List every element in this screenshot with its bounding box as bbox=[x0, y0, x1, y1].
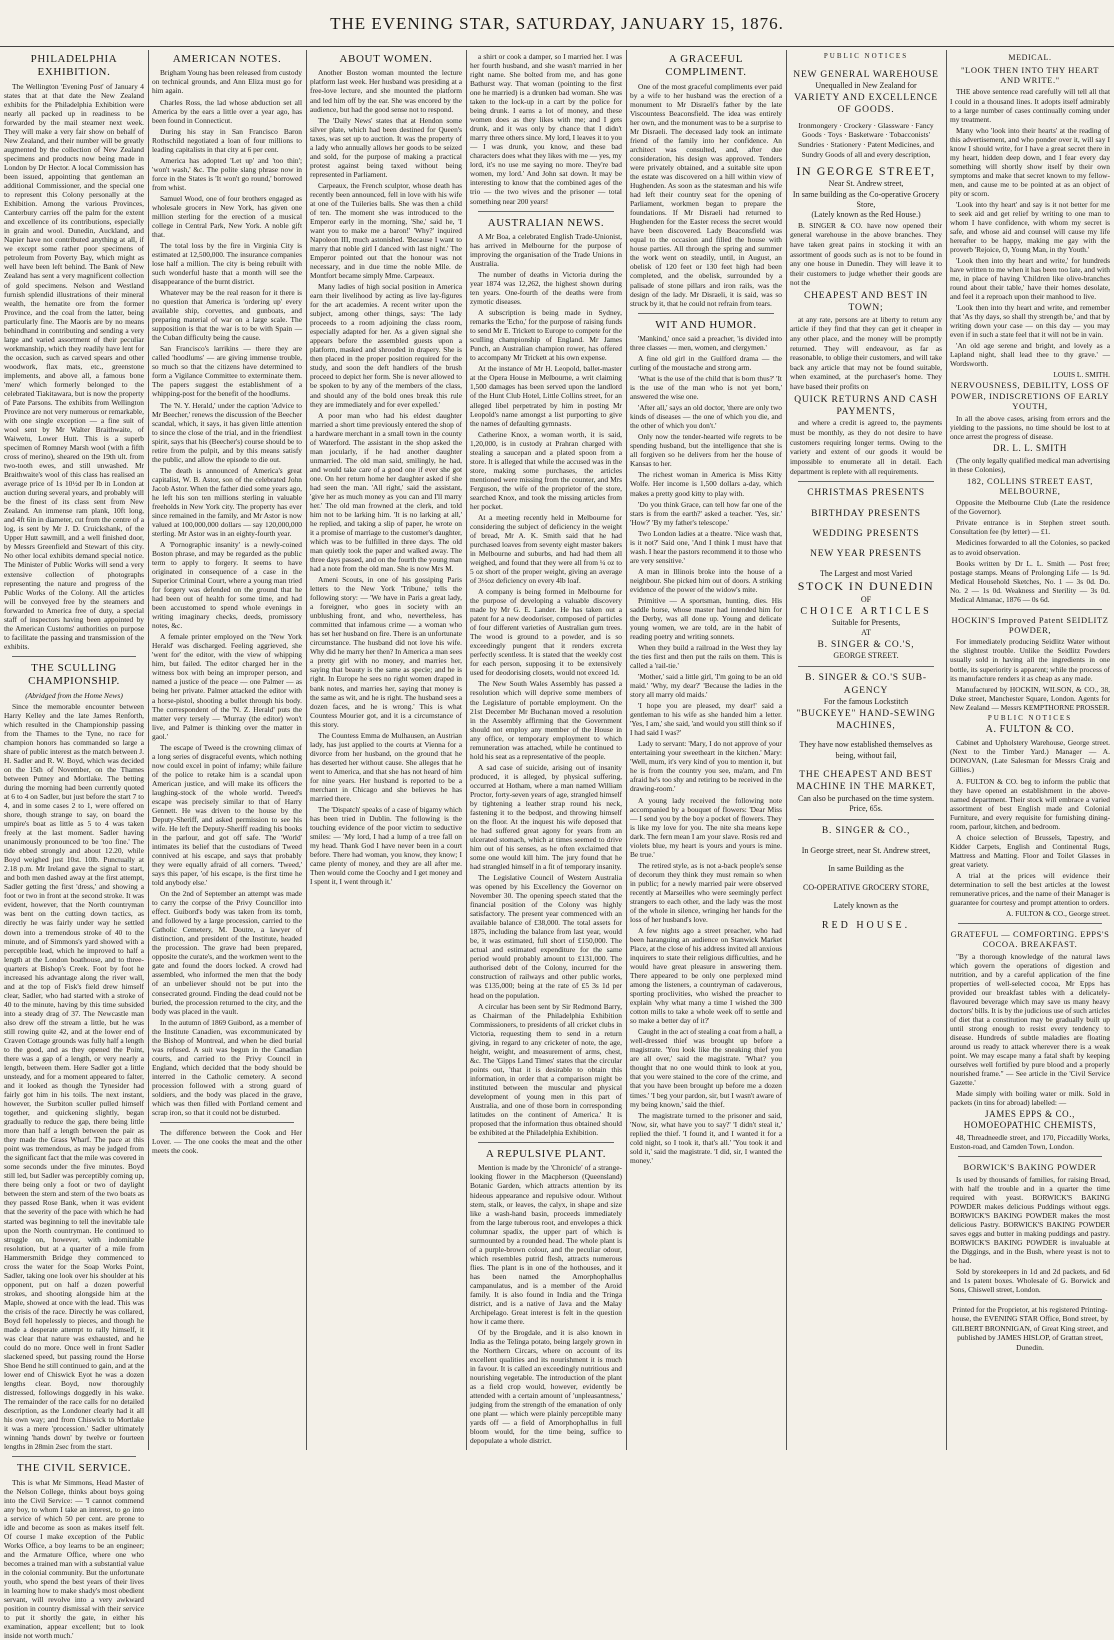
article-paragraph: Lady to servant: 'Mary, I do not approve of your entertaining your sweetheart in the kitchen.' Mary: 'Well, mum, it's very kind of you to mention it, but he is from the country you see, ma'am, and I'm afraid he's too shy and retiring to be received in the drawing-room.' bbox=[630, 739, 782, 794]
ad-paragraph: and where a credit is agreed to, the payments must be monthly, as they do not desire to have customers requiring longer terms. Owing to the variety and extent of our goods it would be impossible to enumerate all in detail. Each department is replete with all requirements. bbox=[790, 418, 942, 476]
ad-line: AT bbox=[861, 628, 871, 638]
column-divider bbox=[626, 50, 627, 1450]
ad-line: Lately known as the bbox=[833, 900, 899, 910]
ad-headline: IN GEORGE STREET, bbox=[796, 163, 936, 178]
article-divider bbox=[638, 313, 774, 314]
article-paragraph: At a meeting recently held in Melbourne for considering the subject of deficiency in the weight of bread, Mr A. K. Smith said that he had purchased loaves from seventy eight master bakers in Melbourne and suburbs, and had had them all weighed, and found that they were all from ¼ oz to 5 oz short of the proper weight, giving an average of 3½oz deficiency on every 4lb loaf. bbox=[470, 512, 622, 586]
ad-paragraph: (The only legally qualified medical man advertising in these Colonies), bbox=[950, 455, 1110, 474]
ad-headline: "LOOK THEN INTO THY HEART AND WRITE." bbox=[960, 64, 1100, 86]
article-paragraph: A subscription is being made in Sydney, remarks the 'Echo,' for the purpose of raising funds to send Mr E. Trickett to Europe to compete for the sculling championship of England. Mr James Punch, an Australian champion rower, has offered to accompany Mr Trickett at his own expense. bbox=[470, 308, 622, 363]
ad-headline: 182, COLLINS STREET EAST, MELBOURNE, bbox=[967, 475, 1093, 496]
ad-headline: JAMES EPPS & CO., HOMOEOPATHIC CHEMISTS, bbox=[963, 1109, 1097, 1131]
ad-line: In George street, near St. Andrew street, bbox=[801, 845, 931, 855]
article-subheading: (Abridged from the Home News) bbox=[25, 690, 123, 700]
article-paragraph: Many ladies of high social position in America earn their livelihood by acting as live lay-figures for the art academies. A recent writer upon the subject, among other things, says: 'The lady proceeds to a room adjoining the class room, especially adapted for her. As a given signal she appears before the assembled guests upon a platform, masked and shrouded in drapery. She is then placed in the proper position required for the study, and soon the deft handlers of the brush proceed to depict her form. She is never allowed to be spoken to by any of the members of the class, and should any of the bold ones break this rule they are immediately and for ever expelled.' bbox=[310, 282, 462, 409]
article-paragraph: Samuel Wood, one of four brothers engaged as wholesale grocers in New York, has given one million sterling for the erection of a musical college in Central Park, New York. A noble gift that. bbox=[152, 193, 302, 239]
ad-headline: GRATEFUL — COMFORTING. EPPS'S COCOA. BREAKFAST. bbox=[950, 928, 1110, 950]
article-paragraph: A man in Illinois broke into the house of a neighbour. She picked him out of doors. A striking evidence of the power of the widow's mite. bbox=[630, 566, 782, 594]
ad-paragraph: Is used by thousands of families, for raising Bread, with half the trouble and in a quarter the time required with yeast. BORWICK'S BAKING POWDER makes delicious Puddings without eggs. BORWICK'S BAKING POWDER makes the most delicious Pastry. BORWICK'S BAKING POWDER saves eggs and butter in making puddings and pastry. BORWICK'S BAKING POWDER is invaluable at the Diggings, and in the Bush, where yeast is not to be had. bbox=[950, 1174, 1110, 1265]
ad-paragraph: Books written by Dr L. L. Smith — Post free; postage stamps. Means of Prolonging Life — 1s 9d. Medical Household Sketches, No. 1 — 3s 0d. Do. No. 2 — 1s 0d. Weakness and Sterility — 3s 0d. Medical Almanac, 1876 — 0s 6d. bbox=[950, 558, 1110, 604]
ad-headline: B. SINGER & CO., bbox=[821, 826, 911, 837]
article-paragraph: A young lady received the following note accompanied by a bouquet of flowers: 'Dear Miss — I send you by the boy a pocket of flowers. They is like my love for you. The nite sha means kepe dark. The fern mean I am your slave. Rosis red and violets blue, my heart is yours and yours is mine. Be true.' bbox=[630, 795, 782, 859]
article-paragraph: Catherine Knox, a woman worth, it is said, 1,20,000, is in custody at Prahran charged with stealing a saucepan and a plated spoon from a store. It is alleged that while the accused was in the store, making some purchases, the articles mentioned were missing from the counter, and Mrs Ferguson, the wife of the proprietor of the store, searched Knox, and took the missing articles from her pocket. bbox=[470, 429, 622, 511]
article-paragraph: The richest woman in America is Miss Kitty Wolfe. Her income is 1,500 dollars a-day, which makes a pretty good kitty to play with. bbox=[630, 470, 782, 498]
article-heading: WIT AND HUMOR. bbox=[655, 318, 757, 331]
ad-divider bbox=[958, 923, 1102, 924]
column-7-notices bbox=[950, 52, 1110, 1447]
ad-headline: VARIETY AND EXCELLENCE OF GOODS. bbox=[794, 92, 938, 116]
ad-headline: BIRTHDAY PRESENTS bbox=[811, 508, 921, 519]
ad-divider bbox=[958, 1299, 1102, 1300]
ad-paragraph: 'Look into thy heart' and say is it not better for me to seek aid and get relief by writing to one man to whom I have confidence, with whom my secret is safe, and whose aid and counsel will cause my life hereafter to be happy, making me gay with the proverb 'Rejoice, O, Young Man, in thy Youth.' bbox=[950, 199, 1110, 254]
article-paragraph: 'What is the use of the child that is born thus?' 'It is the use of the man who is not yet born,' answered the wise one. bbox=[630, 374, 782, 402]
ad-paragraph: A trial at the prices will evidence their determination to sell the best articles at the lowest remunerative prices, and the name of their Manager is guarantee for courtesy and prompt attention to orders. bbox=[950, 870, 1110, 907]
article-paragraph: Another Boston woman mounted the lecture platform last week. Her husband was presiding at a free-love lecture, and she mounted the platform and led him off by the ear. She was encored by the audience, but had the good sense not to respond. bbox=[310, 68, 462, 114]
ad-headline: THE CHEAPEST AND BEST MACHINE IN THE MARKET, bbox=[796, 769, 936, 793]
article-paragraph: The number of deaths in Victoria during the year 1874 was 12,262, the highest shown during ten years. One-fourth of the deaths were from zymotic diseases. bbox=[470, 270, 622, 307]
article-paragraph: A company is being formed in Melbourne for the purpose of developing a valuable discovery made by Mr G. E. Lander. He has taken out a patent for a new deodoriser, composed of particles of four different varieties of Australian gum trees. The wood is ground to a powder, and is so exceedingly pungent that it renders excreta perfectly scentless. It is stated that the weekly cost for each person, supposing it to be extensively used for deodorising closets, would not exceed 1d. bbox=[470, 587, 622, 678]
article-divider bbox=[160, 1122, 294, 1123]
ad-paragraph: Made simply with boiling water or milk. Sold in packets (in tins for abroad) labelled: — bbox=[950, 1089, 1110, 1108]
article-paragraph: 'Mankind,' once said a preacher, 'is divided into three classes — men, women, and clergymen.' bbox=[630, 334, 782, 353]
ad-paragraph: A. FULTON & CO. beg to inform the public that they have opened an establishment in the above-named department. Their stock will embrace a varied assortment of best English made and Colonial Furniture, and every requisite for furnishing dining-room, parlour, kitchen, and bedroom. bbox=[950, 776, 1110, 831]
article-paragraph: A poor man who had his eldest daughter married a short time previously entered the shop of a hardware merchant in a small town in the county of Waterford. The assistant in the shop asked the man jocularly, if he had another daughter unmarried. The old man said, smilingly, he had, and would take care of a good one if ever she got one. On her return home her daughter asked if she had seen the man. 'All right,' said the assistant, 'give her as much money as you can and I'll marry her.' The old man frowned at the clerk, and told him not to be larking him. 'It is no larking at all,' he replied, and taking a slip of paper, he wrote on it a promise of marriage to the customer's daughter, which was to be fulfilled in three days. The old man quietly took the paper and walked away. The three days passed, and on the fourth the young man had a note from the old man. She is now Mrs M. bbox=[310, 410, 462, 574]
article-paragraph: The 'Dispatch' speaks of a case of bigamy which has been tried in Dublin. The following is the touching evidence of the poor victim to seductive smiles: — 'My lord, I had a lump of a tree fall on my head. Thank God I have never been in a court before. There had woman, you know, they know; I came plenty of money, and they are all after me. Then would come the Coochy and I get money and I spent it, I went through it.' bbox=[310, 804, 462, 887]
ad-line: Near St. Andrew street, bbox=[828, 179, 904, 189]
article-paragraph: 'After all,' says an old doctor, 'there are only two kinds of diseases — the one of which you die, and the other of which you don't.' bbox=[630, 403, 782, 431]
article-paragraph: This is what Mr Simmons, Head Master of the Nelson College, thinks about boys going into the Civil Service: — 'I cannot commend any boy, to whom I take an interest, to go into a service of which 50 per cent. are prone to idle and become as soon as makes itself felt. Of course I make exception of the Public Works Office, a boy learns to be an engineer; and the Armature Office, where one who becomes a trained man with a substantial value in the colonial community. But the unfortunate youth, who spend the best years of their lives in learning how to make shady's most obedient servant, will revolve into a very awkward position in country dismissal with their service to put it shortly the gate, in either his examination, appear excellent; but to look inside not worth much.' bbox=[4, 1477, 144, 1640]
ad-paragraph: Medicines forwarded to all the Colonies, so packed as to avoid observation. bbox=[950, 538, 1110, 557]
article-paragraph: A few nights ago a street preacher, who had been haranguing an audience on Stanwick Market Place, at the close of his address invited all anxious inquirers to state their religious difficulties, and he would have great pleasure in answering them. There appeared to be only one perplexed mind among the listeners, a countryman of cadaverous, sporting proclivities, who wished the preacher to explain 'why what many a time I wished the 300 cotton mills to take a whole week off to settle and so make a better day of it?' bbox=[630, 925, 782, 1026]
ad-divider bbox=[798, 481, 934, 482]
ad-paragraph: For immediately producing Seidlitz Water without the slightest trouble. Unlike the Seidlitz Powders usually sold in having all the ingredients in one bottle, its superiority is apparent; while the process of its manufacture renders it as cheap as any made. bbox=[950, 637, 1110, 683]
article-paragraph: 'Do you think Grace, can tell how far one of the stars is from the earth?' asked a teacher. 'Yes, sir.' 'How?' 'By my father's telescope.' bbox=[630, 499, 782, 527]
article-paragraph: The Legislative Council of Western Australia was opened by his Excellency the Governor on November 30. The opening speech stated that the financial position of the Colony was highly satisfactory. The present year commenced with an available balance of £38,000. The total assets for 1875, including the balance from last year, would be, it was estimated, full short of £150,000. The actual and estimated expenditure for the same period would probably amount to £131,000. The authorised debt of the Colony, incurred for the construction of railways and other public works, was £135,000; being at the rate of £5 3s 1d per head on the population. bbox=[470, 873, 622, 1000]
ad-line: They have now established themselves as being, without fail, bbox=[799, 740, 933, 760]
ad-line: Can also be purchased on the time system. bbox=[798, 793, 934, 803]
ad-headline: HOCKIN'S Improved Patent SEIDLITZ POWDER, bbox=[951, 614, 1109, 636]
ad-headline: B. SINGER & CO.'S SUB-AGENCY bbox=[805, 673, 927, 696]
ad-line: OF bbox=[860, 594, 872, 604]
ad-headline: WEDDING PRESENTS bbox=[812, 528, 920, 539]
article-divider bbox=[12, 656, 136, 657]
ad-paragraph: Opposite the Melbourne Club (Late the residence of the Governor). bbox=[950, 498, 1110, 517]
ad-paragraph: 'Look then into thy heart and write,' for hundreds have written to me when it has been too late, and with me, in place of having 'Children like olive-branches round about their table,' have their homes desolate, and feel it a reproach upon their manhood to live. bbox=[950, 256, 1110, 302]
ad-signature: LOUIS L. SMITH. bbox=[1053, 370, 1110, 380]
article-heading: ABOUT WOMEN. bbox=[339, 53, 433, 65]
ad-headline: NEW YEAR PRESENTS bbox=[810, 549, 922, 560]
ad-line: Ironmongery · Crockery · Glassware · Fancy Goods · Toys · Basketware · Tobacconists' Sundries · Stationery · Patent Medicines, and Sundry Goods of all and every description, bbox=[797, 120, 934, 159]
article-paragraph: Charles Ross, the lad whose abduction set all America by the ears a little over a year ago, has been found in Connecticut. bbox=[152, 97, 302, 125]
section-label: PUBLIC NOTICES bbox=[987, 713, 1073, 722]
article-heading: A REPULSIVE PLANT. bbox=[485, 1148, 607, 1160]
masthead-rule bbox=[0, 46, 1114, 47]
article-paragraph: The total loss by the fire in Virginia City is estimated at 12,500,000. The insurance companies lose half a million. The city is being rebuilt with such wonderful haste that a month will see the disappearance of the burnt district. bbox=[152, 240, 302, 287]
ad-paragraph: THE above sentence read carefully will tell all that I could in a thousand lines. It adopts itself admirably to a large number of cases continually coming under my treatment. bbox=[950, 87, 1110, 124]
column-2 bbox=[152, 52, 302, 1447]
article-paragraph: A Mr Boa, a celebrated English Trade-Unionist, has arrived in Melbourne for the purpose of improving the organisation of the Trade Unions in Australia. bbox=[470, 231, 622, 269]
column-5 bbox=[630, 52, 782, 1447]
section-label: MEDICAL. bbox=[1008, 53, 1052, 62]
article-paragraph: A fine old girl in the Guilford drama — the curling of the moustache and strong arm. bbox=[630, 354, 782, 373]
imprint-footer: Printed for the Proprietor, at his registered Printing-house, the EVENING STAR Office, Bond street, by GILBERT BRONNIGAN, of Great King street, and published by JAMES HISLOP, of Grattan street, Dunedin. bbox=[951, 1305, 1109, 1352]
ad-line: Price, 65s. bbox=[849, 804, 883, 814]
ad-headline: STOCK IN DUNEDIN bbox=[797, 578, 935, 593]
column-6-advertisements bbox=[790, 52, 942, 1447]
ad-headline: A. FULTON & CO. bbox=[985, 724, 1075, 736]
ad-headline: BORWICK'S BAKING POWDER bbox=[963, 1162, 1097, 1173]
article-heading: THE CIVIL SERVICE. bbox=[16, 1462, 132, 1475]
column-divider bbox=[946, 50, 947, 1450]
ad-headline: QUICK RETURNS AND CASH PAYMENTS, bbox=[794, 394, 938, 418]
article-paragraph: Brigham Young has been released from custody on technical grounds, and Ann Eliza must go for him again. bbox=[152, 68, 302, 96]
article-paragraph: 'Mother,' said a little girl, 'I'm going to be an old maid.' 'Why, my dear?' 'Because the ladies in the story all marry old maids.' bbox=[630, 672, 782, 700]
column-3 bbox=[310, 52, 462, 1447]
ad-paragraph: Sold by storekeepers in 1d and 2d packets, and 6d and 1s patent boxes. Wholesale of G. Borwick and Sons, Chiswell street, London. bbox=[950, 1266, 1110, 1294]
article-paragraph: A circular has been sent by Sir Redmond Barry, as Chairman of the Philadelphia Exhibition Commissioners, to presidents of all cricket clubs in Victoria, requesting them to send in a return giving, in regard to any cricketer of note, the age, height, weight, and measurement of arms, chest, &c. The 'Gipps Land Times' states that the circular points out, 'that it is desirable to obtain this information, in order that a comparison might be instituted between the muscular and physical development of young men in this part of Australia, and one of those born in corresponding latitudes on the continent of America.' It is proposed that the information thus obtained should be exhibited at the Philadelphia Exhibition. bbox=[470, 1001, 622, 1137]
ad-line: For the famous Lockstitch bbox=[823, 697, 909, 707]
article-paragraph: The retired style, as is not a-back people's sense of decorum they think they must remain so when in public; for a newly married pair were observed recently at Marseilles who were seemingly perfect strangers to each other, and the lady was the most of the whole in silence, wringing her hands for the loss of her husband's love. bbox=[630, 860, 782, 924]
ad-paragraph: 48, Threadneedle street, and 170, Piccadilly Works, Euston-road, and Camden Town, London. bbox=[950, 1133, 1110, 1152]
article-paragraph: When they build a railroad in the West they lay the ties first and then put the rails on them. This is called a 'rail-tie.' bbox=[630, 643, 782, 671]
ad-line: Unequalled in New Zealand for bbox=[815, 81, 917, 91]
ad-paragraph: In all the above cases, arising from errors and the yielding to the passions, no time should be lost to at once arrest the progress of disease. bbox=[950, 413, 1110, 441]
article-paragraph: The Wellington 'Evening Post' of January 4 states that at that date the New Zealand exhibits for the Philadelphia Exhibition were nearly all packed up in readiness to be forwarded by the mail steamer next week. They will make a very fair show on behalf of New Zealand, and their number will be greatly augmented by the collection of New Zealand specimens and products now being made in London by Dr Hector. A local Commission has been issued, appointing that gentleman an additional Commissioner, and the special one to represent this Colony personally at the Exhibition. Among the various Provinces, Canterbury carries off the palm for the extent and excellence of its contributions, especially in grain and wool. Dunedin, Auckland, and Napier have not contributed anything at all, if we except some rather poor specimens of petroleum from Poverty Bay, which might as well have been left behind. The Bank of New Zealand has sent a very magnificent collection of gold specimens. Nelson and Westland furnish splendid illustrations of their mineral wealth, the hematite ore from the former Province, and the coal from the latter, being particularly fine. The Maoris are by no means behindhand in contributing and sending a very large and varied assortment of their peculiar workmanship, which they readily have lent for the occasion, such as carved spears and other woodwork, flax mats, etc., greenstone implements, and above all, a famous bone 'mere' which formerly belonged to the celebrated Tiakitawara, but is now the property of Pate Parsons. The exhibits from Wellington Province are not very numerous or remarkable, with one single exception — a fine suit of wool sent by Mr Walter Braithwaite, of Waiwetu, Lower Hutt. This is a superb specimen of Romney Marsh wool (with a fifth cross of merino), sheared on the 19th ult. from two-tooth ewes, and still unwashed. Mr Braithwaite's wool of this class has realised an average price of 1s 10½d per lb in London at auction during several years, and probably will be the finest of its class sent from New Zealand. An immense ram plank, 10ft long, and 4ft 6in in diameter, cut from the centre of a log, is sent by Mr J. D. Cruickshank, of the Upper Hutt sawmill, and a well finished door, by Messrs Greenfield and Stewart of this city. No other local exhibits demand special notice. The Minister of Public Works will send a very extensive collection of photographs representing the nature and progress of the Public Works of the Colony. All the articles will be conveyed free by the steamers and forwarded to America free of duty, a special staff of inspectors having been appointed by the American Customs' authorities on purpose to facilitate the passing and transmission of the exhibits. bbox=[4, 81, 144, 651]
ad-headline: CHRISTMAS PRESENTS bbox=[807, 488, 925, 499]
column-divider bbox=[306, 50, 307, 1450]
ad-headline: CHOICE ARTICLES bbox=[800, 605, 932, 617]
article-paragraph: Since the memorable encounter between Harry Kelley and the late James Renforth, which resulted in the Championship passing from the Thames to the Tyne, no race for champion honors has commanded so large a share of public interest as the match between J. H. Sadler and R. W. Boyd, which was decided on the 15th of November, on the Thames between Putney and Mortlake. The betting during the morning had been currently quoted at 6 to 4 on Sadler, but just before the start 7 to 4, and in some cases 2 to 1, were offered on shore, though strange to say, on board the umpire's boat as little as 5 to 4 was taken freely at the last moment. Sadler having unanimously pronounced to be 'too fine.' The tide ebbed strongly and about 12.20, while Boyd weighed just 10st. 10lb. Punctually at 2.18 p.m. Mr Ireland gave the signal to start, and both men dashed away at the first attempt, Sadler getting the first 'dress,' and showing a foot or two in front at the second stroke. It was evident, however, that the North countryman was bent on the cutting down tactics, as directly he was fairly under way he settled down into a tremendous stroke of 40 to the minute, and of Simmons's yard showed with a perceptible lead, which he improved to half a length at the London boathouse, and to three-quarters at Bishop's Creek. Foot by foot he increased his advantage along the river wall, and at the top of Fisk's field drew himself clear, Sadler, who had started with a stroke of 40 to the minute, having by this time subsided into a steady drag of 37. The Newcastle man also drew off the stream a little, but he was still rowing quite 42, and at the lower end of Craven Cottage grounds was fully half a length to the good, and as they opened the Point, there was a gap of a length, or very nearly a length, between them. Here Sadler got a little unsteady, and for a moment appeared to falter, and it looked as though the Tynesider had fairly got him in his toils. The next instant, however, the Surbiton sculler pulled himself together, and quickening slightly, began gradually to reduce the gap, there being little more than half a length between the pair as they made the Grass Wharf. The pace at this point was tremendous, as may be judged from the significant fact that the mile was covered in some seconds under the five minutes. Boyd still led, but Sadler was perceptibly coming up, there being only a foot or two of daylight between the stern and stern of the two boats as they passed Rose Bank, when it was evident that the severity of the pace with which he had started was beginning to tell the inevitable tale upon the North countryman. He continued to struggle on, however, with indomitable resolution, but at a quarter of a mile from Hammersmith Bridge they commenced to cross the water for the Soap Works Point, Sadler, taking one look over his shoulder at his opponent, put on half a dozen powerful strokes, and shooting alongside him at the Maple, showed at once with the lead. This was the crisis of the race. Directly he was collared, Boyd fell hopelessly to pieces, and though he made a desperate attempt to rally himself, it was clear that nature was exhausted, and he could do no more. Once well in front Sadler slackened speed, but passing round the Horse Shoe Bend he still continued to gain, and at the lower end of Chiswick Eyot he was a dozen lengths clear. Boyd, now thoroughly distressed, followings doggedly in his wake. The remainder of the race calls for no detailed description, as the Londoner clearly had it all his own way; and from Chiswick to Mortlake it was a mere 'procession.' Sadler ultimately winning 'hands down' by twelve or fourteen lengths in 28min 2sec from the start. bbox=[4, 701, 144, 1452]
article-paragraph: A sad case of suicide, arising out of insanity produced, it is alleged, by physical suffering, occurred at Hotham, where a man named William Proctor, forty-seven years of age, strangled himself by tightening a leather strap round his neck, fastening it to the bedpost, and throwing himself on the floor. At the inquest his wife deposed that he had suffered great agony for years from an ulcerated stomach, which at times seemed to drive him out of his senses, as he often exclaimed that some one would kill him. The jury found that he had strangled himself in a fit of temporary insanity. bbox=[470, 762, 622, 872]
article-paragraph: a shirt or cook a damper, so I married her. I was her fourth husband, and she wasn't married in her right name. She bolted from me, and has gone Bathurst way. That woman (pointing to the first one he married) is a drunken bad woman. She was taken to the lock-up in a cart by the police for being drunk. I earns a lot of money, and these women does as they likes with me; and I gets drunk, and it was only by chance that I didn't marry three others since. My lord, I leaves it to you — I was drunk, you know, and these bad characters does what they likes with me — yes, my lord, it's no use me saying no more. They're bad women, my lord.' And John sat down. It may be interesting to know that the combined ages of the trio — the two wives and the prisoner — total something near 200 years! bbox=[470, 52, 622, 206]
article-divider bbox=[478, 211, 614, 212]
ad-divider bbox=[958, 1156, 1102, 1157]
section-label: PUBLIC NOTICES bbox=[823, 52, 909, 60]
ad-paragraph: B. SINGER & CO. have now opened their general warehouse in the above branches. They have taken great pains in stocking it with an assortment of goods such as is not to be found in any one house in Dunedin. They will leave it to their customers to judge whether their goods are not the bbox=[790, 220, 942, 288]
article-paragraph: On the 2nd of September an attempt was made to carry the corpse of the Privy Councillor into effect. Guibord's body was taken from its tomb, and followed by a large procession, carried to the Catholic Cemetery, M. Doutre, a lawyer of distinction, and president of the Institute, headed the procession. The grave had been prepared, opposite the curate's, and the workmen went to the gate and found the doors locked. A crowd had assembled, who informed the men that the body of an unbeliever should not be put into the consecrated ground. Finding the dead could not be buried, the procession returned to the city, and the body was placed in the vault. bbox=[152, 889, 302, 1016]
article-paragraph: Ameni Scouts, in one of his gossiping Paris letters to the New York 'Tribune,' tells the following story: — 'We have in Paris a great lady, a foreigner, who goes in society with an unblushing front, and who, nevertheless, has committed that infamous crime — a woman who has set her husband on fire. There is an unfortunate circumstance. The husband did not love his wife. Why did he marry her then? In America a man sees a pretty girl with no money, and marries her, saying that beauty is the same as specie; and he is right. In Europe he sees no right women draped in bank notes, and marries her, saying that money is the same as wit, and he is right. The husband sees a dozen faces, and he is wrong.' This is what Countess Mourier got, and it is a circumstance of this story. bbox=[310, 575, 462, 729]
article-paragraph: 'I hope you are pleased, my dear!' said a gentleman to his wife as she handed him a letter. 'Yes, I am,' she said, 'and would you still think so if I had said I was?' bbox=[630, 701, 782, 738]
article-paragraph: Mention is made by the 'Chronicle' of a strange-looking flower in the Macpherson (Queensland) Botanic Garden, which attracts attention by its hideous appearance and repulsive odour. Without stem, stalk, or leaves, the calyx, in shape and size like a wash-hand basin, proceeds immediately from the large tuberous root, and envelopes a thick columnar spadix, the upper part of which is surmounted by a rounded head. The whole plant is of a purple-brown colour, and the peculiar odour, which resembles putrid flesh, attracts numerous flies. The plant is in one of the hothouses, and it has been named the Amorphophallus campanulatus, and is a member of the Aroid family. It is also found in India and the Tringa district, and is a native of Java and the Malay Archipelago. Great interest is felt in the question how it came there. bbox=[470, 1163, 622, 1326]
ad-paragraph: Cabinet and Upholstery Warehouse, George street. (Next to the Timber Yard.) Manager — A. DONOVAN, (Late Salesman for Messrs Craig and Gillies.) bbox=[950, 738, 1110, 775]
article-paragraph: At the instance of Mr H. Leopold, ballet-master at the Opera House in Melbourne, a writ claiming 1,500 damages has been served upon the landlord of the Hunt Club Hotel, Little Collins street, for an alleged libel perpetrated by him in posting Mr Leopold's name amongst a list purporting to give the names of defaulting gymnasts. bbox=[470, 364, 622, 428]
ad-paragraph: Many who 'look into their hearts' at the reading of this advertisement, and who ponder over it, will say I know I should write, for I have a great secret there in my heart, hidden deep down, and I fear every day something will shortly show itself by their own symptoms and make that secret known to my fellow-men, and cause me to be pointed at as an object of pity or scorn. bbox=[950, 125, 1110, 198]
ad-paragraph: "By a thorough knowledge of the natural laws which govern the operations of digestion and nutrition, and by a careful application of the fine properties of well-selected cocoa, Mr Epps has provided our breakfast tables with a delicately-flavoured beverage which may save us many heavy doctors' bills. It is by the judicious use of such articles of diet that a constitution may be gradually built up until strong enough to resist every tendency to disease. Hundreds of subtle maladies are floating around us ready to attack wherever there is a weak point. We may escape many a fatal shaft by keeping ourselves well fortified by pure blood and a properly nourished frame." — See article in the 'Civil Service Gazette.' bbox=[950, 951, 1110, 1088]
ad-line: In same building as the Co-operative Grocery Store, bbox=[792, 189, 940, 209]
article-paragraph: Caught in the act of stealing a coat from a hall, a well-dressed thief was brought up before a magistrate. 'You look like the sneaking thief you are all over,' said the magistrate. 'What? you thought that no one would think to look at you, that you were stained to the core of the crime, and that you have been brought up before me a dozen times.' 'I beg your pardon, sir, but I wasn't aware of my being known,' said the thief. bbox=[630, 1027, 782, 1109]
article-heading: PHILADELPHIA EXHIBITION. bbox=[30, 53, 118, 79]
article-paragraph: A 'Pornographic insanity' is a newly-coined Boston phrase, and may be regarded as the public term to apply to forgery. It seems to have originated in consequence of a case in the Superior Criminal Court, where a young man tried for forgery was defended on the ground that he had been out of health for some time, and had been accustomed to spend whole evenings in writing imaginary checks, deeds, promissory notes, &c. bbox=[152, 539, 302, 631]
article-heading: AMERICAN NOTES. bbox=[172, 53, 282, 65]
article-paragraph: America has adopted 'Let up' and 'too thin'; 'won't wash,' &c. The polite slang phrase now in force in the States is 'It won't go round,' borrowed from whist. bbox=[152, 155, 302, 192]
article-divider bbox=[12, 1456, 136, 1457]
article-paragraph: The New South Wales Assembly has passed a resolution which will deprive some members of the Legislature of portable employment. On the 21st December Mr Buchanan moved a resolution in the Assembly affirming that the Government should not employ any member of the House in any office, or temporary employment to which remuneration was attached, while he continued to hold his seat as a representative of the people. bbox=[470, 679, 622, 761]
article-paragraph: The Countess Emma de Mulhausen, an Austrian lady, has just applied to the courts at Vienna for a divorce from her husband, on the ground that he has deserted her without cause. She alleges that he went to America, and that she has not heard of him for nine years. Her husband is reported to be a merchant in Chicago and she believes he has married there. bbox=[310, 730, 462, 803]
article-heading: AUSTRALIAN NEWS. bbox=[487, 216, 605, 229]
article-paragraph: The difference between the Cook and Her Lover. — The one cooks the meat and the other meets the cook. bbox=[152, 1127, 302, 1155]
article-paragraph: Two London ladies at a theatre. 'Nice wash that, is it not?' Said one, 'And I think I must have that wash. I hear the pastors recommend it to those who are very sensitive.' bbox=[630, 528, 782, 565]
article-paragraph: The 'Daily News' states that at Hendon some silver plate, which had been destined for Queen's taxes, was set up to auction. It was the property of a lady who annually allows her goods to be seized and sold, for the purpose of making a practical protest against being taxed without being represented in Parliament. bbox=[310, 115, 462, 179]
article-heading: A GRACEFUL COMPLIMENT. bbox=[665, 53, 747, 79]
ad-paragraph: at any rate, persons are at liberty to return any article if they find that they can get it cheaper in any other place, and the money will be promptly returned. They will endeavour, as far as reasonable, to oblige their customers, and will take back any article that may not be found suitable, when examined, at the purchaser's home. They have based their profits on bbox=[790, 314, 942, 392]
column-1 bbox=[4, 52, 144, 1640]
ad-line: The Largest and most Varied bbox=[819, 568, 913, 578]
ad-paragraph: 'An old age serene and bright, and lovely as a Lapland night, shall lead thee to thy grave.' — Wordsworth. bbox=[950, 341, 1110, 369]
ad-headline: NERVOUSNESS, DEBILITY, LOSS OF POWER, INDISCRETIONS OF EARLY YOUTH, bbox=[950, 380, 1110, 412]
masthead: THE EVENING STAR, SATURDAY, JANUARY 15, 1876. bbox=[330, 14, 784, 33]
ad-paragraph: A choice selection of Brussels, Tapestry, and Kidder Carpets, English and Continental Rugs, Mattress and Matting. Floor and Toilet Glasses in great variety. bbox=[950, 832, 1110, 869]
ad-line: GEORGE STREET. bbox=[833, 651, 899, 661]
ad-paragraph: 'Look then into thy heart and write, and remember that 'As thy days, so shall thy strength be,' and that by writing down your case — on this day — you may even if in such a state feel that it will not be in vain. bbox=[950, 303, 1110, 340]
ad-headline: DR. L. L. SMITH bbox=[993, 442, 1067, 453]
column-divider bbox=[786, 50, 787, 1450]
column-4 bbox=[470, 52, 622, 1447]
ad-headline: "BUCKEYE" HAND-SEWING MACHINES, bbox=[796, 708, 936, 731]
article-paragraph: One of the most graceful compliments ever paid by a wife to her husband was the erection of a monument to Mr Disraeli's father by the late Viscountess Beaconsfield. The idea was entirely her own, and the monument was to be a surprise to Mr Disraeli. The deceased lady took an intimate friend of the family into her confidence. An architect was consulted, and, after due consideration, his design was approved. Tenders were privately obtained, and a suitable site upon the estate was discovered on a hill within view of Hughenden. As soon as the statesman and his wife had left their country seat for the opening of Parliament, workmen began to prepare the foundations. If Mr Disraeli had returned to Hughenden for the Easter recess the secret would have been discovered. Lady Beaconsfield was equal to the occasion and filled the house with house parties. All through the spring and summer the work went on steadily, until, in August, an obelisk of 120 feet or 130 feet high had been completed, and the obelisk, surrounded by a palisade of stone pillars and iron rails, was the design of the lady. Mr Disraeli, it is said, was so struck by it, that he could not refrain from tears. bbox=[630, 81, 782, 308]
article-paragraph: The magistrate turned to the prisoner and said, 'Now, sir, what have you to say?' 'I didn't steal it,' replied the thief. 'I found it, and I wanted it for a cold night, so I took it, that's all.' 'You took it and sold it,' said the magistrate. 'I did, sir, I wanted the money.' bbox=[630, 1110, 782, 1165]
ad-headline: CHEAPEST AND BEST IN TOWN; bbox=[803, 291, 929, 314]
ad-divider bbox=[798, 666, 934, 667]
article-paragraph: Only now the tender-hearted wife regrets to be spending husband, but the intelligence that she is all forgiven so he delivers from her the house of Kansas to her. bbox=[630, 432, 782, 469]
article-paragraph: The escape of Tweed is the crowning climax of a long series of disgraceful events, which nothing now could excel in point of infamy; while failure of the police to retake him is a scandal upon American justice, and will make its officers the laughing-stock of the whole world. Tweed's escape was precisely similar to that of Harry Gennett. He was driven to the house by the Deputy-Sheriff, and asked permission to see his wife. He left the Deputy-Sheriff reading his books in the parlour, and got off safe. The 'World' intimates its belief that the custodians of Tweed connived at his escape, and says that probably they were equally afraid of all corners. 'Tweed,' says this paper, 'of his escape, is the first time he told anybody else.' bbox=[152, 742, 302, 888]
ad-line: (Lately known as the Red House.) bbox=[811, 210, 921, 220]
article-heading: THE SCULLING CHAMPIONSHIP. bbox=[28, 661, 120, 688]
article-divider bbox=[478, 1142, 614, 1143]
column-divider bbox=[466, 50, 467, 1450]
article-paragraph: San Francisco's larrikins — there they are called 'hoodlums' — are giving immense trouble, so much so that the citizens have determined to form a Vigilance Committee to exterminate them. The papers suggest the establishment of a whipping-post for the benefit of the hoodlums. bbox=[152, 344, 302, 399]
ad-line: Suitable for Presents, bbox=[831, 617, 901, 627]
ad-line: CO-OPERATIVE GROCERY STORE, bbox=[802, 882, 929, 892]
ad-signature: A. FULTON & CO., George street. bbox=[1006, 908, 1110, 918]
article-paragraph: Primitive — A sportsman, hunting, dies. His saddle horse, whose master had intended him for the Derby, was all done up. Young and delicate young women, we are told, are in the habit of reading poetry and writing sonnets. bbox=[630, 595, 782, 641]
ad-line: In same Building as the bbox=[828, 864, 904, 874]
article-paragraph: Whatever may be the real reason for it there is no question that America is 'ordering up' every available ship, corvettes, and gunboats, and preparing material of war on a large scale. The supposition is that the war is to be with Spain — the Cuban difficulty being the cause. bbox=[152, 288, 302, 343]
article-paragraph: During his stay in San Francisco Baron Rothschild negotiated a loan of four millions to leading capitalists in that city at 6 per cent. bbox=[152, 126, 302, 154]
ad-paragraph: Manufactured by HOCKIN, WILSON, & CO., 38, Duke street, Manchester Square, London. Agents for New Zealand — Messrs KEMPTHORNE PROSSER. bbox=[950, 684, 1110, 712]
ad-divider bbox=[958, 609, 1102, 610]
column-divider bbox=[148, 50, 149, 1450]
ad-headline: B. SINGER & CO.'S, bbox=[817, 639, 915, 650]
ad-divider bbox=[798, 819, 934, 820]
article-paragraph: Carpeaux, the French sculptor, whose death has recently been announced, fell in love with his wife at one of the Tuileries balls. She was then a child of ten. The moment she was introduced to the Emperor early in the morning, 'She,' said he, 'I want you to make me a baron!' 'Why?' inquired Napoleon III, much astonished. 'Because I want to marry that noble girl I danced with last night.' The Emperor pointed out that the honour was not necessary, and in due time the noble Mlle. de Montfort became simply Mme. Carpeaux. bbox=[310, 180, 462, 281]
article-paragraph: In the autumn of 1869 Guibord, as a member of the Institute Canadien, was excommunicated by the Bishop of Montreal, and when he died burial was refused. A suit was begun in the Canadian courts, and carried to the Privy Council in England, which decided that the body should be interred in the Catholic cemetery. A second procession followed with a strong guard of soldiers, and the body was placed in the grave, which was then filled with Portland cement and scrap iron, so that it could not be disturbed. bbox=[152, 1017, 302, 1117]
article-paragraph: The death is announced of America's great capitalist, W. B. Astor, son of the celebrated John Jacob Astor. When the father died some years ago, he left his son ten millions sterling in valuable freeholds in New York city. The property has ever since remained in the family, and Mr Astor is now valued at 100,000,000 dollars — say 120,000,000 sterling. Mr Astor was in an eighty-fourth year. bbox=[152, 465, 302, 538]
ad-headline: NEW GENERAL WAREHOUSE bbox=[793, 70, 939, 81]
ad-headline: RED HOUSE. bbox=[821, 920, 911, 932]
article-paragraph: The 'N. Y. Herald,' under the caption 'Advice to Mr Beecher,' renews the discussion of the Beecher scandal, which, it says, it has given little attention to since the close of the trial, and in the friendliest spirit, says that his (Beecher's) course should be to retire from the pulpit, and by this means satisfy the public, and allow the episode to die out. bbox=[152, 400, 302, 464]
ad-paragraph: Private entrance is in Stephen street south. Consultation fee (by letter) — £1. bbox=[950, 518, 1110, 537]
article-paragraph: Of by the Brogdale, and it is also known in India as the Telinga potato, being largely grown in the Northern Circars, where on account of its excellent qualities and its nourishment it is much in favour. It is called an exceedingly nutritious and nourishing vegetable. The introduction of the plant as a field crop would, however, evidently be attended with a certain amount of 'unpleasantness,' judging from the strength of the emanation of only one plant — which were plainly perceptible many yards off — a field of Amorphophallus in full bloom would, for the time being, suffice to depopulate a whole district. bbox=[470, 1327, 622, 1446]
article-paragraph: A female printer employed on the 'New York Herald' was discharged. Feeling aggrieved, she 'went for' the editor, with the view of whipping him, but failed. The editor charged her in the witness box with being an improper person, and named a justice of the peace — one Palmer — as being her private. Palmer attacked the editor with a horse-pistol, shooting a bullet through his body. The correspondent of the 'N. Z. Herald' puts the matter very tersely — 'Murray (the editor) won't live, and Palmer is thinking over the matter in gaol.' bbox=[152, 632, 302, 741]
